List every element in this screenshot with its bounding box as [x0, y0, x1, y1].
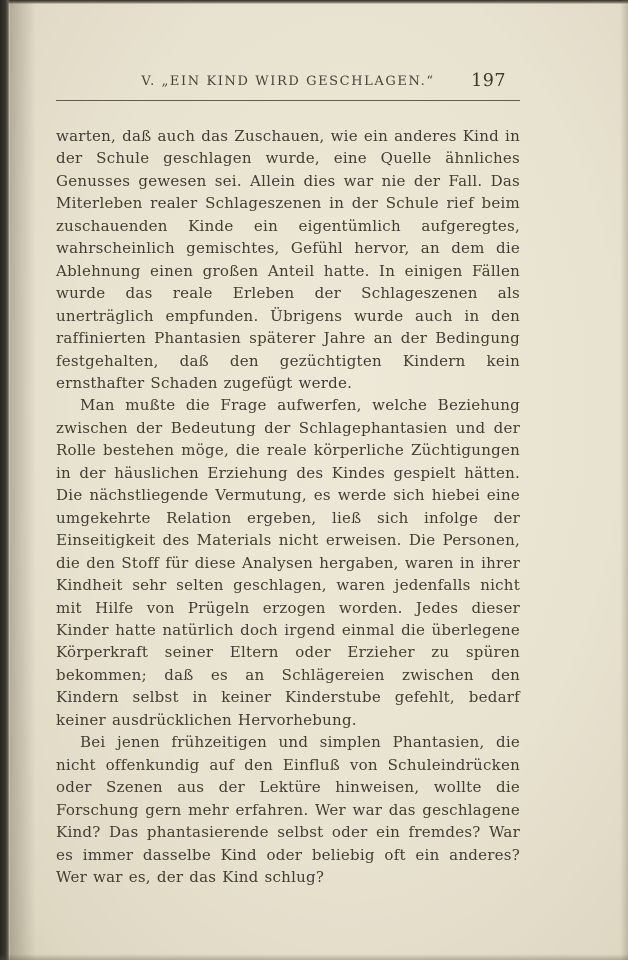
page-body — [56, 125, 520, 888]
page-header — [56, 71, 520, 96]
paragraph: Man mußte die Frage aufwerfen, welche Beziehung zwischen der Bedeutung der Schlagephantasien und der Rolle bestehen möge, die reale körperliche Züchtigungen in der häuslichen Erziehung des Kindes gespielt hätten. Die nächstliegende Vermutung, es werde sich hiebei eine umgekehrte Relation ergeben, ließ sich infolge der Einseitigkeit des Materials nicht erweisen. Die Personen, die den Stoff für diese Analysen hergaben, waren in ihrer Kindheit sehr selten geschlagen, waren jedenfalls nicht mit Hilfe von Prügeln erzogen worden. Jedes dieser Kinder hatte natürlich doch irgend einmal die überlegene Körperkraft seiner Eltern oder Erzieher zu spüren bekommen; daß es an Schlägereien zwischen den Kindern selbst in keiner Kinderstube gefehlt, bedarf keiner ausdrücklichen Hervorhebung. — [56, 396, 520, 729]
scan-edge-right — [620, 0, 628, 960]
running-title: V. „EIN KIND WIRD GESCHLAGEN.“ — [141, 74, 435, 89]
paragraph: warten, daß auch das Zuschauen, wie ein anderes Kind in der Schule geschlagen wurde, eine Quelle ähnliches Genusses gewesen sei. Allein dies war nie der Fall. Das Miterleben realer Schlageszenen in der Schule rief beim zuschauenden Kinde ein eigentümlich aufgeregtes, wahrscheinlich gemischtes, Gefühl hervor, an dem die Ablehnung einen großen Anteil hatte. In einigen Fällen wurde das reale Erleben der Schlageszenen als unerträglich empfunden. Übrigens wurde auch in den raffinierten Phantasien späterer Jahre an der Bedingung festgehalten, daß den gezüchtigten Kindern kein ernsthafter Schaden zugefügt werde. — [56, 127, 520, 392]
text-block — [56, 71, 520, 888]
binding-shadow — [10, 0, 36, 960]
scan-edge-top — [0, 0, 628, 4]
scan-edge-bottom — [0, 954, 628, 960]
header-rule — [56, 100, 520, 101]
page-number: 197 — [471, 71, 506, 91]
scan-edge-left — [0, 0, 10, 960]
paragraph: Bei jenen frühzeitigen und simplen Phantasien, die nicht offenkundig auf den Einfluß von Schuleindrücken oder Szenen aus der Lektüre hinweisen, wollte die Forschung gern mehr erfahren. Wer war das geschlagene Kind? Das phantasierende selbst oder ein fremdes? War es immer dasselbe Kind oder beliebig oft ein anderes? Wer war es, der das Kind schlug? — [56, 733, 520, 886]
